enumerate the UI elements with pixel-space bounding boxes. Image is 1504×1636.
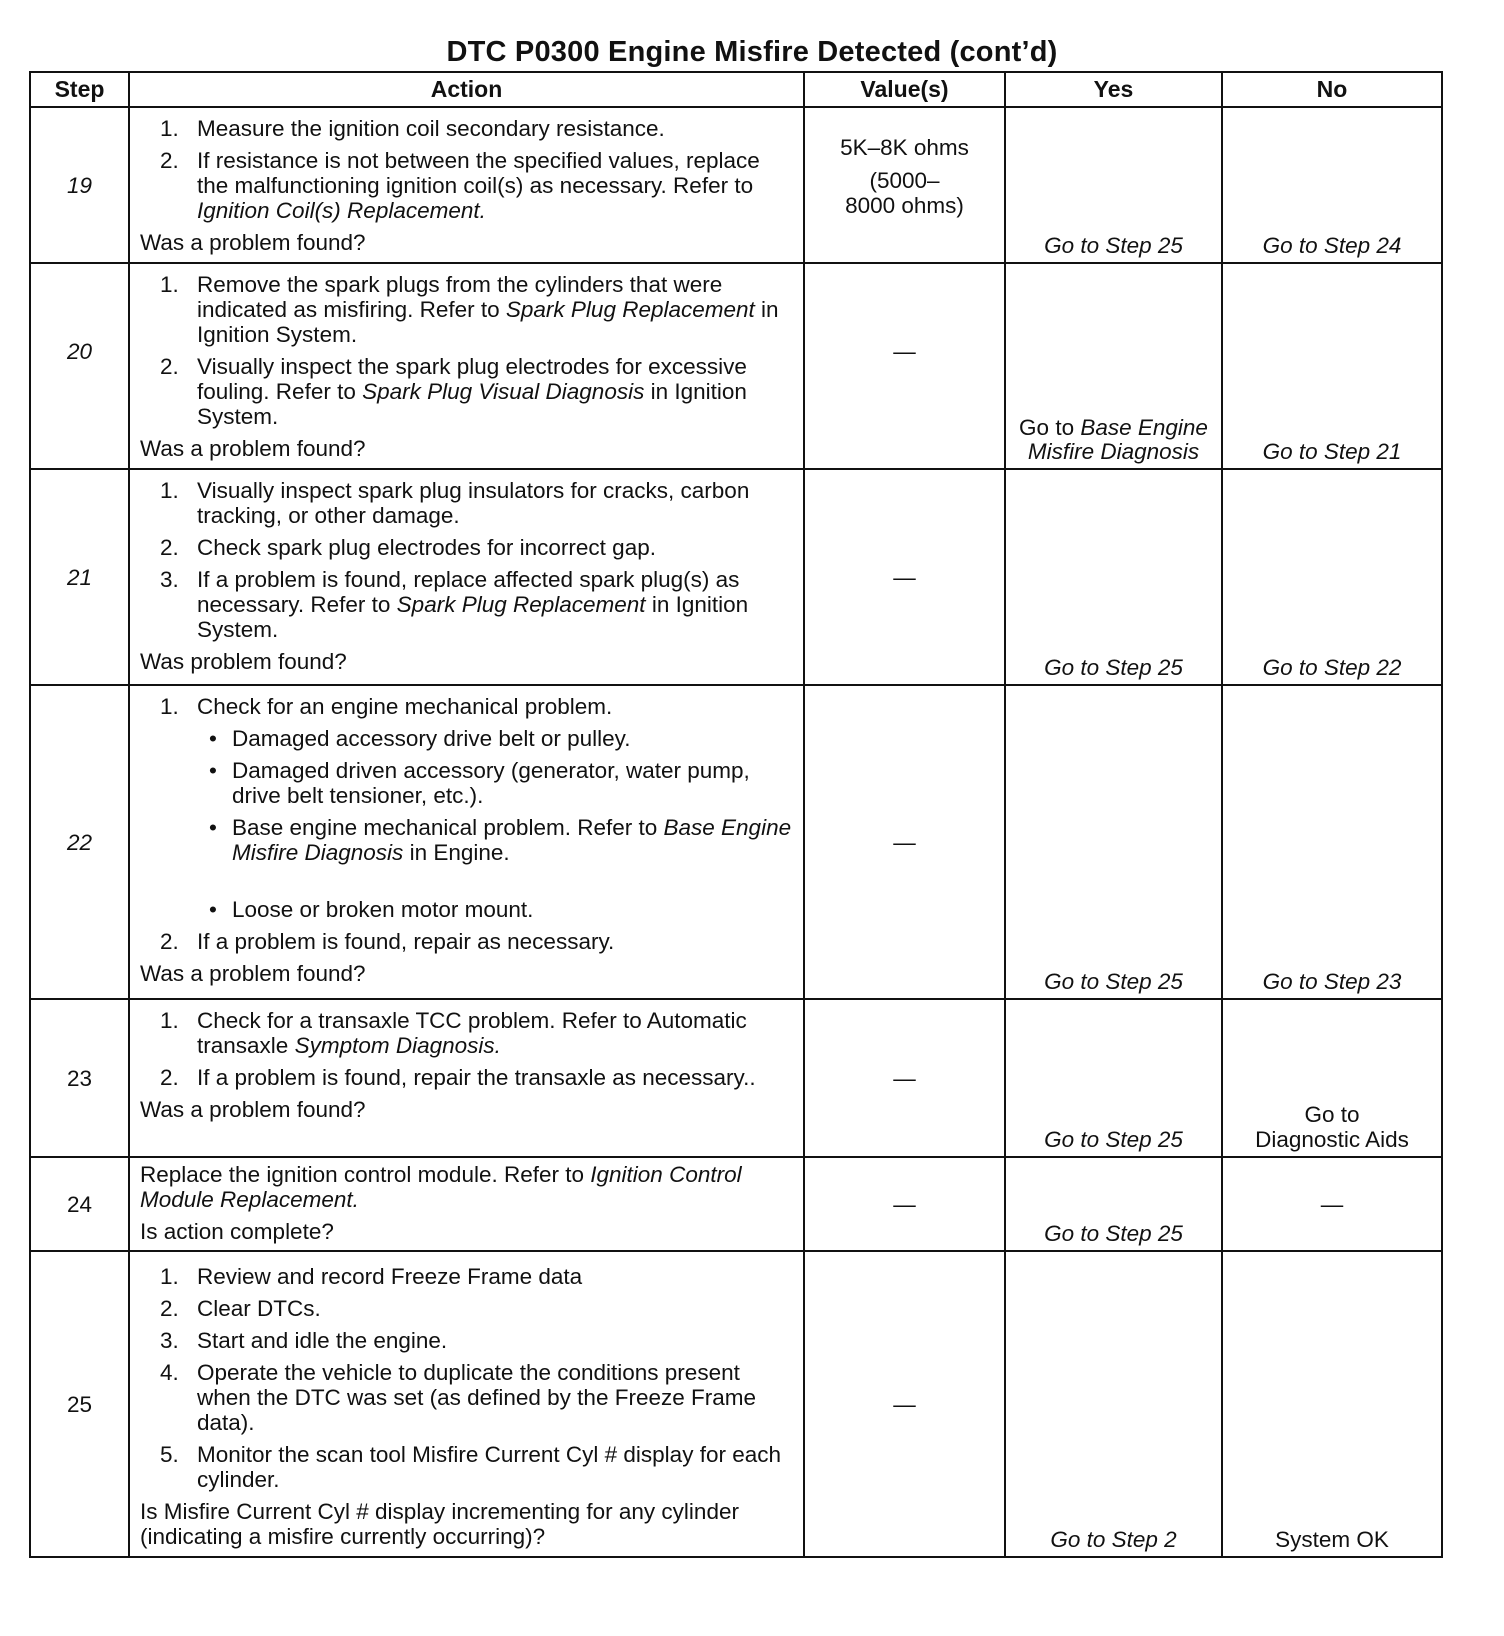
page-title: DTC P0300 Engine Misfire Detected (cont’d) (446, 36, 1058, 68)
question-text: Was a problem found? (140, 230, 366, 255)
question-text: Is action complete? (140, 1219, 334, 1244)
value-cell: — (804, 999, 1005, 1157)
value-cell: — (804, 263, 1005, 469)
action-cell (129, 107, 804, 263)
action-cell (129, 469, 804, 685)
action-cell (129, 263, 804, 469)
no-link[interactable]: Go to Step 21 (1222, 263, 1442, 469)
yes-link[interactable]: Go to Step 25 (1005, 685, 1222, 999)
action-step: 2. Check spark plug electrodes for incorrect gap. (160, 535, 656, 560)
no-link[interactable]: Go to Step 22 (1222, 469, 1442, 685)
action-cell (129, 685, 804, 999)
header-value: Value(s) (804, 72, 1005, 107)
header-action: Action (129, 72, 804, 107)
no-link[interactable]: Go to Step 23 (1222, 685, 1442, 999)
question-text: Was problem found? (140, 649, 347, 674)
list-item: • Loose or broken motor mount. (197, 897, 793, 922)
yes-link[interactable]: Go to Step 25 (1005, 1157, 1222, 1251)
question-text: Is Misfire Current Cyl # display incrementing for any cylinder (indicating a misfire currently occurring)? (140, 1499, 739, 1549)
action-step: 1. Measure the ignition coil secondary resistance. (160, 116, 665, 141)
action-step: 1. Visually inspect spark plug insulators for cracks, carbon tracking, or other damage. (160, 478, 750, 528)
table-row (30, 263, 1442, 469)
action-step: 2. If a problem is found, repair the transaxle as necessary.. (160, 1065, 756, 1090)
yes-link[interactable]: Go to Step 2 (1005, 1251, 1222, 1557)
table-row (30, 1251, 1442, 1557)
yes-link[interactable]: Go to Step 25 (1005, 107, 1222, 263)
step-number: 19 (30, 107, 129, 263)
action-step: 5. Monitor the scan tool Misfire Current Cyl # display for each cylinder. (160, 1442, 781, 1492)
action-step: 1. Remove the spark plugs from the cylinders that were indicated as misfiring. Refer to Spark Plug Replacement in Ignition System. (160, 272, 779, 347)
header-step: Step (30, 72, 129, 107)
yes-link[interactable]: Go to Step 25 (1005, 469, 1222, 685)
action-step: 2. Visually inspect the spark plug electrodes for excessive fouling. Refer to Spark Plug Visual Diagnosis in Ignition System. (160, 354, 747, 429)
table-row (30, 999, 1442, 1157)
question-text: Was a problem found? (140, 1097, 366, 1122)
no-link[interactable]: Go to Step 24 (1222, 107, 1442, 263)
no-link[interactable]: Go to Diagnostic Aids (1222, 999, 1442, 1157)
no-link: — (1222, 1157, 1442, 1251)
value-cell: — (804, 685, 1005, 999)
table-header-row (30, 72, 1442, 107)
action-step: 2. If resistance is not between the specified values, replace the malfunctioning ignition coil(s) as necessary. Refer to Ignition Coil(s) Replacement. (160, 148, 760, 223)
action-step: 2. Clear DTCs. (160, 1296, 321, 1321)
value-cell: — (804, 1157, 1005, 1251)
table-row (30, 107, 1442, 263)
table-row (30, 469, 1442, 685)
step-number: 21 (30, 469, 129, 685)
table-row (30, 1157, 1442, 1251)
yes-link[interactable]: Go to Step 25 (1005, 999, 1222, 1157)
no-link[interactable]: System OK (1222, 1251, 1442, 1557)
step-number: 24 (30, 1157, 129, 1251)
value-cell: — (804, 1251, 1005, 1557)
table-row (30, 685, 1442, 999)
value-cell: 5K–8K ohms (5000– 8000 ohms) (804, 107, 1005, 263)
step-number: 23 (30, 999, 129, 1157)
header-no: No (1222, 72, 1442, 107)
step-number: 25 (30, 1251, 129, 1557)
value-cell: — (804, 469, 1005, 685)
list-item: • Base engine mechanical problem. Refer to Base Engine Misfire Diagnosis in Engine. (197, 815, 793, 865)
action-step: 1. Check for an engine mechanical problem. • Damaged accessory drive belt or pulley. • Damaged driven accessory (generator, water pump, drive belt tensioner, etc.). • Base engine mechanical problem. Refer to Base Engine Misfire Diagnosis in Engine. • Loose or broken motor mount. (140, 694, 793, 922)
yes-link[interactable]: Go to Base Engine Misfire Diagnosis (1005, 263, 1222, 469)
action-cell: Replace the ignition control module. Refer to Ignition Control Module Replacement. Is action complete? (129, 1157, 804, 1251)
step-number: 20 (30, 263, 129, 469)
question-text: Was a problem found? (140, 961, 366, 986)
action-step: 1. Check for a transaxle TCC problem. Refer to Automatic transaxle Symptom Diagnosis. (160, 1008, 747, 1058)
action-cell (129, 1251, 804, 1557)
header-yes: Yes (1005, 72, 1222, 107)
action-step: 3. Start and idle the engine. (160, 1328, 448, 1353)
action-step: 3. If a problem is found, replace affected spark plug(s) as necessary. Refer to Spark Plug Replacement in Ignition System. (160, 567, 749, 642)
list-item: • Damaged driven accessory (generator, water pump, drive belt tensioner, etc.). (197, 758, 793, 808)
list-item: • Damaged accessory drive belt or pulley. (197, 726, 793, 751)
question-text: Was a problem found? (140, 436, 366, 461)
action-cell (129, 999, 804, 1157)
action-step: 1. Review and record Freeze Frame data (160, 1264, 583, 1289)
step-number: 22 (30, 685, 129, 999)
action-step: 4. Operate the vehicle to duplicate the conditions present when the DTC was set (as defined by the Freeze Frame data). (160, 1360, 756, 1435)
action-step: 2. If a problem is found, repair as necessary. (160, 929, 615, 954)
diagnostic-table (29, 71, 1443, 1558)
